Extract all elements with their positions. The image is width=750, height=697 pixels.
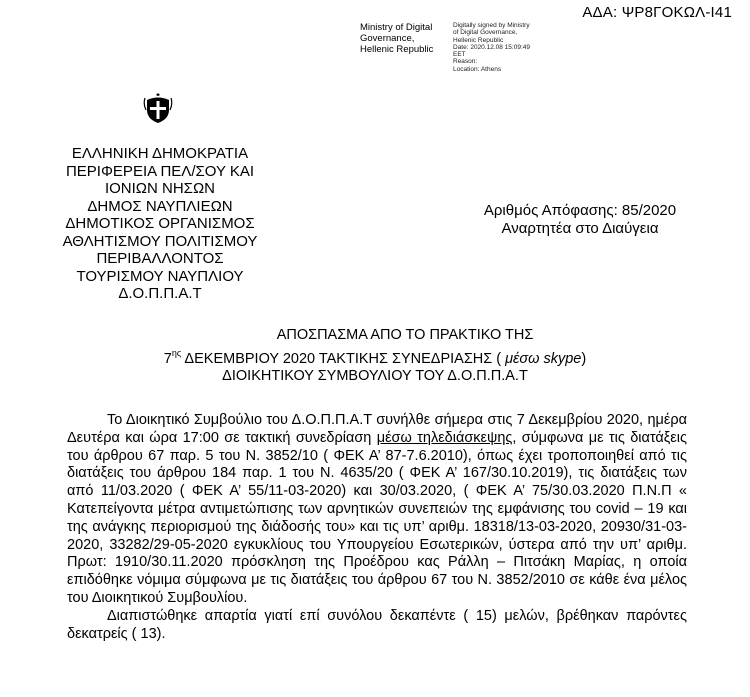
session-day-suffix: ης <box>171 347 182 358</box>
signature-organization <box>360 22 450 55</box>
signature-detail-line: EET <box>453 51 466 59</box>
header-line: ΑΘΛΗΤΙΣΜΟΥ ΠΟΛΙΤΙΣΜΟΥ <box>62 232 258 250</box>
signature-org-line: Ministry of Digital <box>360 22 433 33</box>
header-line: ΕΛΛΗΝΙΚΗ ΔΗΜΟΚΡΑΤΙΑ <box>71 145 249 162</box>
greek-coat-of-arms-icon <box>143 92 173 124</box>
header-line: ΙΟΝΙΩΝ ΝΗΣΩΝ <box>104 180 216 197</box>
header-line: Δ.Ο.Π.Π.Α.Τ <box>118 285 202 302</box>
paragraph-convening <box>67 412 687 608</box>
excerpt-title-line: ΑΠΟΣΠΑΣΜΑ ΑΠΟ ΤΟ ΠΡΑΚΤΙΚΟ ΤΗΣ <box>276 327 534 343</box>
decision-info <box>470 202 690 237</box>
excerpt-board-line: ΔΙΟΙΚΗΤΙΚΟΥ ΣΥΜΒΟΥΛΙΟΥ ΤΟΥ Δ.Ο.Π.Π.Α.Τ <box>222 368 528 384</box>
convening-text-rest: σύμφωνα με τις διατάξεις του άρθρου 67 παρ. 5 του Ν. 3852/10 ( ΦΕΚ Α’ 87-7.6.2010), όπως έχει τροποποιηθεί από τις διατάξεις του άρθρου 184 παρ. 1 του Ν. 4635/20 ( ΦΕΚ Α’ 167/30.10.2019), τις διατάξεις των από 11/03.2020 ( ΦΕΚ Α’ 55/11-03-2020) και 30/03.2020, ( ΦΕΚ Α’ 75/30.03.2020 Π.Ν.Π « Κατεπείγοντα μέτρα αντιμετώπισης των αρνητικών συνεπειών της εμφάνισης του covid – 19 και της ανάγκης περιορισμού της διάδοσής του» και τις υπ’ αριθμ. 18318/13-03-2020, 20930/31-03-2020, 33282/29-05-2020 εγκυκλίους του Υπουργείου Εσωτερικών, ύστερα από την υπ’ αριθμ. Πρωτ: 1910/30.11.2020 πρόσκληση της Προέδρου κας Ράλλη – Πιτσάκη Μαρίας, η οποία επιδόθηκε νόμιμα σύμφωνα με τις διατάξεις του άρθρου 67 του Ν. 3852/2010 σε κάθε ένα μέλος του Διοικητικού Συμβουλίου. <box>67 429 687 606</box>
ada-code: ΑΔΑ: ΨΡ8ΓΟΚΩΛ-Ι41 <box>582 4 732 21</box>
signature-detail-line: Digitally signed by Ministry <box>453 22 530 29</box>
signature-detail-line: Reason: <box>453 58 478 66</box>
signature-org-line: Hellenic Republic <box>360 44 434 55</box>
header-line: ΤΟΥΡΙΣΜΟΥ ΝΑΥΠΛΙΟΥ <box>76 267 244 285</box>
signature-detail-line: Location: Athens <box>453 65 502 73</box>
session-medium: μέσω skype <box>505 350 582 367</box>
signature-detail-line: Hellenic Republic <box>453 36 504 44</box>
decision-number: Αριθμός Απόφασης: 85/2020 <box>483 202 677 219</box>
header-line: ΠΕΡΙΒΑΛΛΟΝΤΟΣ <box>96 250 224 267</box>
signature-details <box>453 22 593 73</box>
diavgeia-posting-note: Αναρτητέα στο Διαύγεια <box>501 219 659 237</box>
signature-detail-line: Date: 2020.12.08 15:09:49 <box>453 43 530 51</box>
signature-detail-line: of Digital Governance, <box>453 29 518 37</box>
header-line: ΔΗΜΟΤΙΚΟΣ ΟΡΓΑΝΙΣΜΟΣ <box>65 215 255 232</box>
teleconference-underlined: μέσω τηλεδιάσκεψης, <box>376 429 517 446</box>
minutes-body <box>67 412 687 643</box>
session-description: ΔΕΚΕΜΒΡΙΟΥ 2020 ΤΑΚΤΙΚΗΣ ΣΥΝΕΔΡΙΑΣΗΣ ( <box>181 350 506 367</box>
convening-text-start: Το Διοικητικό Συμβούλιο του Δ.Ο.Π.Π.Α.Τ συνήλθε σήμερα στις 7 Δεκεμβρίου 2020, ημέρα Δευτέρα και ώρα 17:00 σε τακτική συνεδρίαση <box>67 412 687 446</box>
header-line: ΠΕΡΙΦΕΡΕΙΑ ΠΕΛ/ΣΟΥ ΚΑΙ <box>65 162 255 180</box>
paragraph-quorum: Διαπιστώθηκε απαρτία γιατί επί συνόλου δεκαπέντε ( 15) μελών, βρέθηκαν παρόντες δεκατρείς ( 13). <box>67 607 687 642</box>
excerpt-session-line <box>0 345 750 369</box>
signature-org-line: Governance, <box>360 33 415 44</box>
excerpt-title <box>0 327 750 386</box>
issuing-authority-header <box>50 145 270 303</box>
header-line: ΔΗΜΟΣ ΝΑΥΠΛΙΕΩΝ <box>87 197 233 215</box>
session-day: 7 <box>163 350 172 367</box>
session-close-paren: ) <box>581 350 587 367</box>
